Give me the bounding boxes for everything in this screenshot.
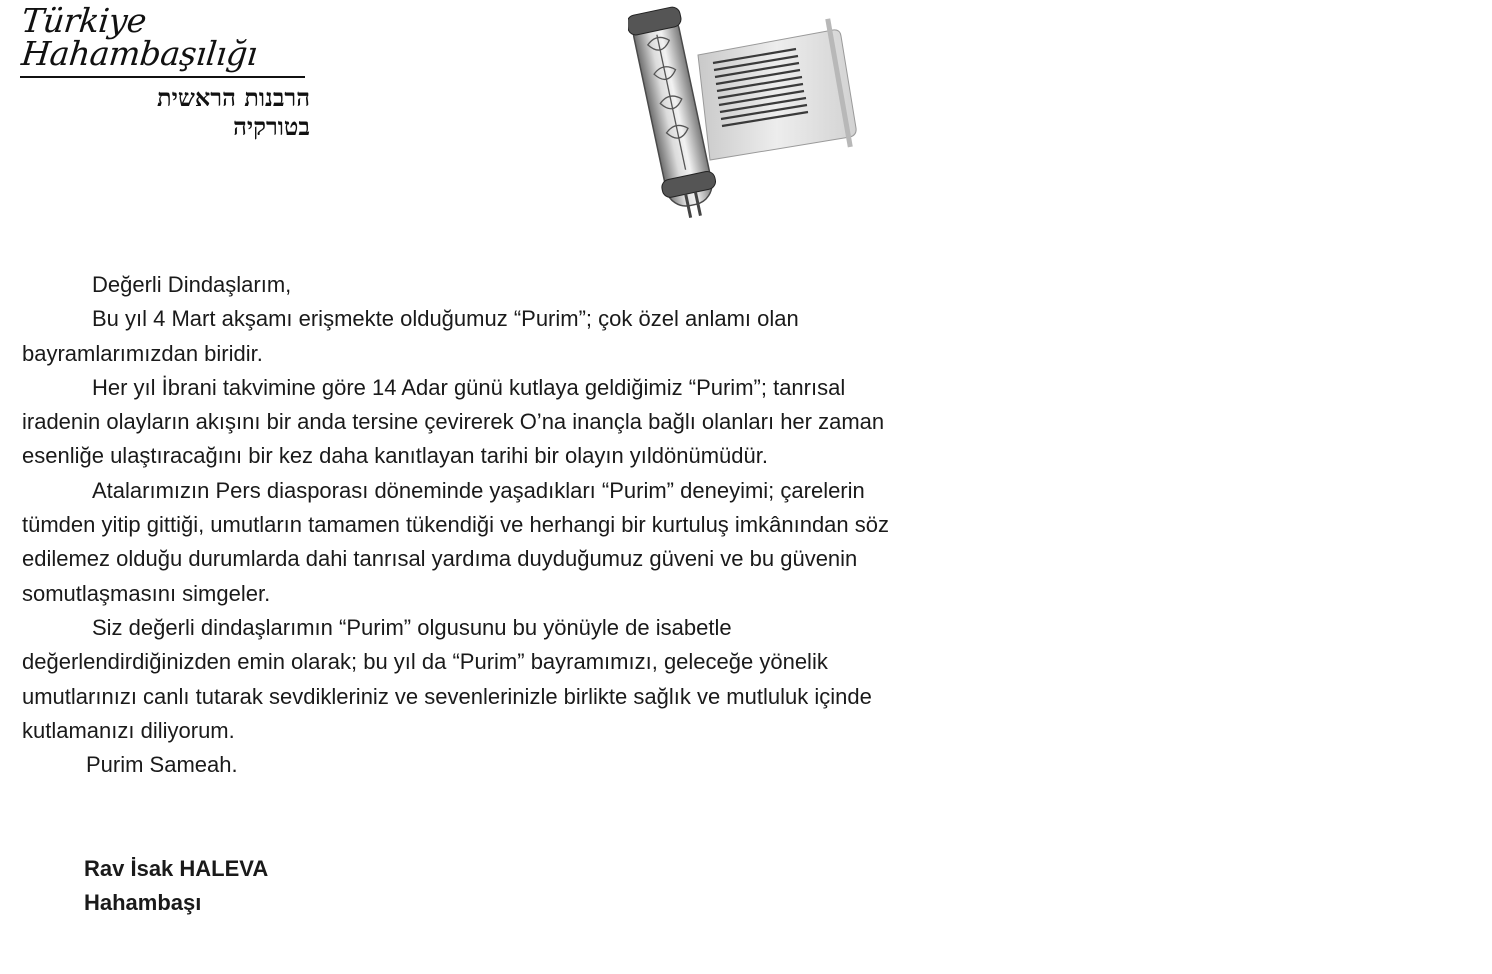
signature-name: Rav İsak HALEVA: [84, 856, 269, 881]
letter-paragraph-4: Siz değerli dindaşlarımın “Purim” olgusunu bu yönüyle de isabetle değerlendirdiğinizden emin olarak; bu yıl da “Purim” bayramımızı, geleceğe yönelik umutlarınızı canlı tutarak sevdikleriniz ve sevenlerinizle birlikte sağlık ve mutluluk içinde kutlamanızı diliyorum.: [22, 614, 872, 743]
megillah-scroll-icon: [628, 0, 868, 225]
signature-title: Hahambaşı: [84, 890, 202, 915]
logo-hebrew: [20, 83, 310, 141]
letter-paragraph-3: Atalarımızın Pers diasporası döneminde yaşadıkları “Purim” deneyimi; çarelerin tümden yitip gittiği, umutların tamamen tükendiği ve herhangi bir kurtuluş imkânından söz edilemez olduğu durumlarda dahi tanrısal yardıma duyduğumuz güveni ve bu güvenin somutlaşmasını simgeler.: [22, 477, 890, 606]
letter-closing: Purim Sameah.: [86, 752, 238, 778]
logo-divider: [20, 76, 305, 78]
logo-hebrew-line2: בטורקיה: [233, 112, 310, 141]
letter-paragraph-2: Her yıl İbrani takvimine göre 14 Adar günü kutlaya geldiğimiz “Purim”; tanrısal iradenin olayların akışını bir anda tersine çevirerek O’na inançla bağlı olanları her zaman esenliğe ulaştıracağını bir kez daha kanıtlayan tarihi bir olayın yıldönümüdür.: [22, 374, 885, 469]
letter-paragraph-1: Bu yıl 4 Mart akşamı erişmekte olduğumuz “Purim”; çok özel anlamı olan bayramlarımızdan biridir.: [22, 306, 799, 366]
logo-title-line1: Türkiye: [19, 1, 149, 40]
letter-body: [22, 268, 902, 782]
logo: [19, 1, 310, 141]
signature-block: [84, 852, 268, 920]
logo-title-line2: Hahambaşılığı: [19, 34, 260, 73]
letter-salutation: Değerli Dindaşlarım,: [92, 272, 292, 297]
logo-hebrew-line1: הרבנות הראשית: [156, 83, 310, 112]
